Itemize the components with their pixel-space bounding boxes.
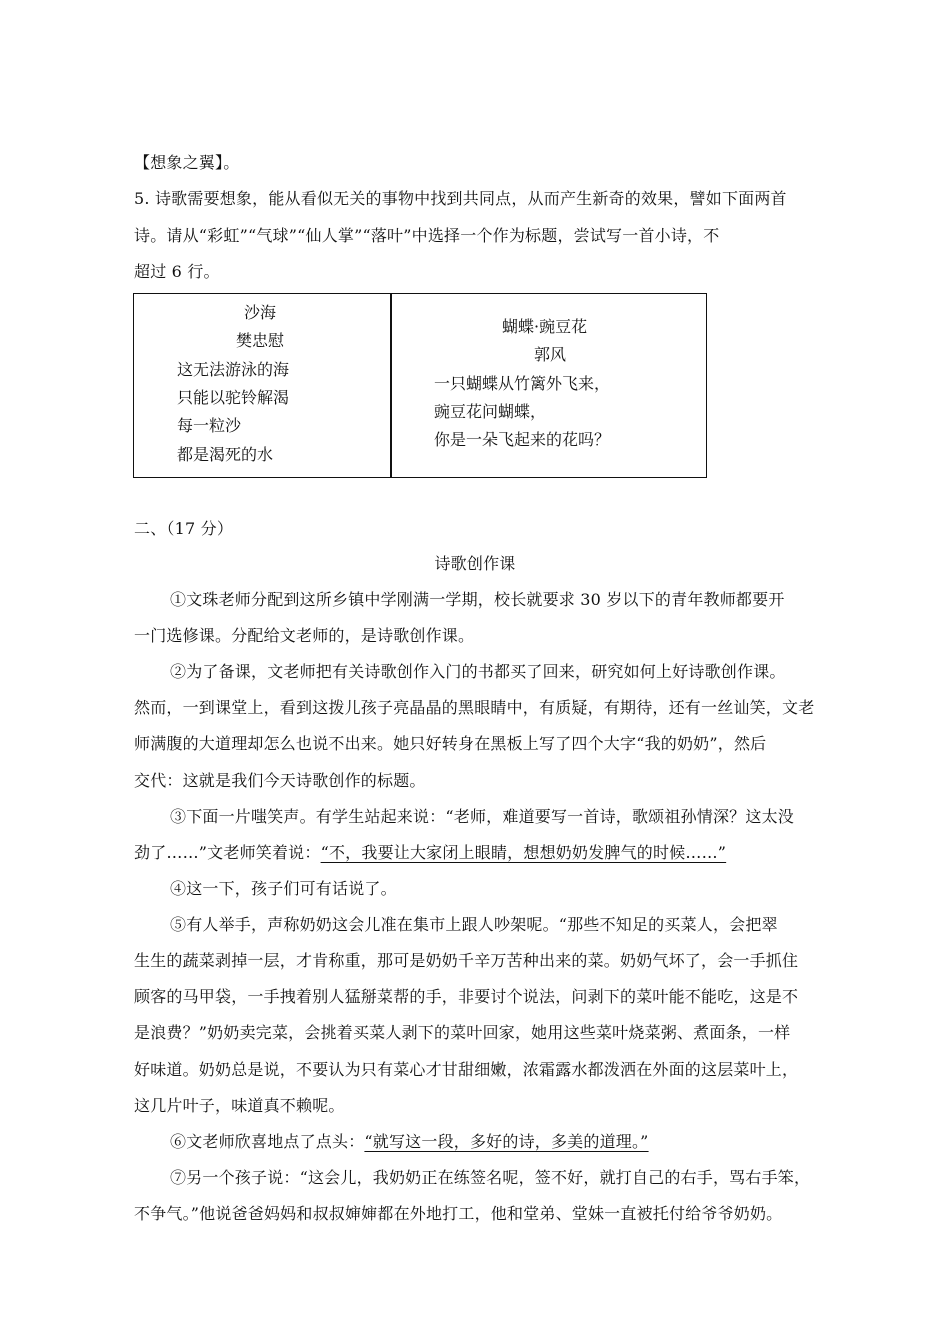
poem-left-author: 樊忠慰: [236, 331, 285, 350]
paragraph-5-line: 这几片叶子，味道真不赖呢。: [134, 1096, 345, 1115]
paragraph-1-line: ①文珠老师分配到这所乡镇中学刚满一学期，校长就要求 30 岁以下的青年教师都要开: [170, 590, 785, 609]
paragraph-5-line: 是浪费？”奶奶卖完菜，会挑着买菜人剥下的菜叶回家，她用这些菜叶烧菜粥、煮面条，一样: [134, 1023, 791, 1042]
paragraph-7-line: ⑦另一个孩子说：“这会儿，我奶奶正在练签名呢，签不好，就打自己的右手，骂右手笨，: [170, 1168, 811, 1187]
poem-right-line: 一只蝴蝶从竹篱外飞来，: [434, 374, 611, 393]
paragraph-3-line: [134, 842, 816, 864]
poem-table: [133, 293, 707, 478]
poem-left-line: 都是渴死的水: [177, 445, 274, 464]
paragraph-2-line: 交代：这就是我们今天诗歌创作的标题。: [134, 771, 426, 790]
question-5-line-2: 诗。请从“彩虹”“气球”“仙人掌”“落叶”中选择一个作为标题，尝试写一首小诗，不: [134, 226, 720, 245]
paragraph-2-line: ②为了备课，文老师把有关诗歌创作入门的书都买了回来，研究如何上好诗歌创作课。: [170, 662, 786, 681]
poem-left-line: 这无法游泳的海: [177, 360, 290, 379]
paragraph-1-line: 一门选修课。分配给文老师的，是诗歌创作课。: [134, 626, 475, 645]
poem-right-author: 郭风: [534, 345, 567, 364]
paragraph-7-line: 不争气。”他说爸爸妈妈和叔叔婶婶都在外地打工，他和堂弟、堂妹一直被托付给爷爷奶奶。: [134, 1204, 783, 1223]
poem-left-line: 只能以驼铃解渴: [177, 388, 290, 407]
poem-left-line: 每一粒沙: [177, 416, 242, 435]
paragraph-4: ④这一下，孩子们可有话说了。: [170, 879, 397, 898]
paragraph-3-line: ③下面一片嗤笑声。有学生站起来说：“老师，难道要写一首诗，歌颂祖孙情深？这太没: [170, 807, 794, 826]
paragraph-3-prefix: 劲了……”文老师笑着说：: [134, 843, 321, 862]
paragraph-5-line: 顾客的马甲袋，一手拽着别人猛掰菜帮的手，非要讨个说法，问剥下的菜叶能不能吃，这是不: [134, 987, 799, 1006]
poem-right-line: 豌豆花问蝴蝶，: [434, 402, 547, 421]
paragraph-2-line: 师满腹的大道理却怎么也说不出来。她只好转身在黑板上写了四个大字“我的奶奶”，然后: [134, 734, 767, 753]
paragraph-5-line: 生生的蔬菜剥掉一层，才肯称重，那可是奶奶千辛万苦种出来的菜。奶奶气坏了，会一手抓住: [134, 951, 799, 970]
underlined-sentence: “不，我要让大家闭上眼睛，想想奶奶发脾气的时候……”: [320, 843, 727, 862]
paragraph-2-line: 然而，一到课堂上，看到这拨儿孩子亮晶晶的黑眼睛中，有质疑，有期待，还有一丝讪笑，文老: [134, 698, 815, 717]
poem-right-line: 你是一朵飞起来的花吗？: [434, 430, 611, 449]
poem-right-title: 蝴蝶·豌豆花: [502, 317, 588, 336]
poem-left-title: 沙海: [244, 303, 277, 322]
paragraph-6: [170, 1131, 816, 1153]
paragraph-5-line: 好味道。奶奶总是说，不要认为只有菜心才甘甜细嫩，浓霜露水都泼洒在外面的这层菜叶上，: [134, 1060, 799, 1079]
paragraph-6-prefix: ⑥文老师欣喜地点了点头：: [170, 1132, 365, 1151]
part-2-label: 二、（17 分）: [134, 519, 234, 538]
paragraph-5-line: ⑤有人举手，声称奶奶这会儿准在集市上跟人吵架呢。“那些不知足的买菜人，会把翠: [170, 915, 778, 934]
article-title: 诗歌创作课: [434, 554, 516, 573]
table-divider: [390, 294, 392, 477]
question-5-line-3: 超过 6 行。: [134, 262, 220, 281]
underlined-sentence: “就写这一段，多好的诗，多美的道理。”: [364, 1132, 649, 1151]
question-5-line-1: 5. 诗歌需要想象，能从看似无关的事物中找到共同点，从而产生新奇的效果，譬如下面两首: [134, 189, 787, 208]
section-heading: 【想象之翼】。: [134, 153, 240, 172]
